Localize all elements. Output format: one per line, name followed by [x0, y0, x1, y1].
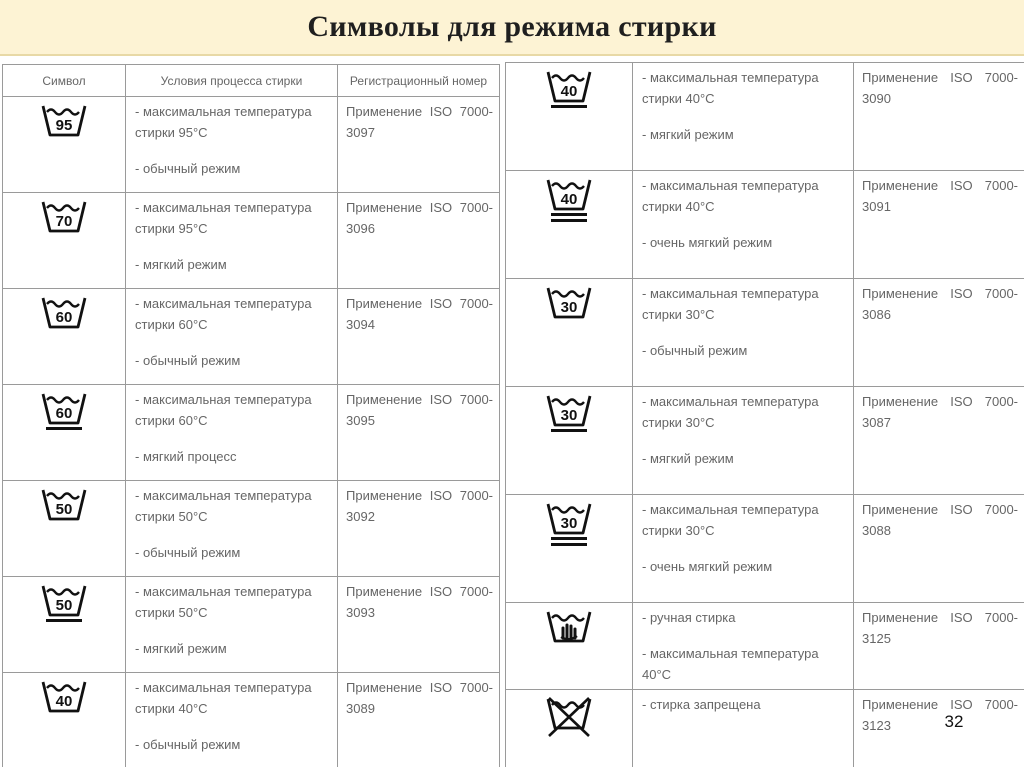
registration-standard: ISO [950, 286, 973, 301]
registration-code: 7000- [984, 502, 1018, 517]
registration-standard: ISO [950, 502, 973, 517]
svg-text:60: 60 [55, 405, 73, 422]
wash-40-very-gentle-icon [506, 177, 632, 223]
wash-95-icon [3, 103, 125, 149]
condition-line: - максимальная температура стирки 30°С [642, 286, 819, 322]
conditions-cell [633, 63, 854, 171]
condition-mode: - мягкий процесс [135, 449, 237, 464]
wash-70-icon [3, 199, 125, 245]
registration-word: Применение [862, 502, 939, 517]
registration-number: 3089 [346, 701, 375, 716]
registration-cell [854, 387, 1024, 495]
registration-code: 7000- [984, 610, 1018, 625]
registration-number: 3094 [346, 317, 375, 332]
condition-mode: - обычный режим [642, 343, 748, 358]
registration-word: Применение [346, 104, 423, 119]
registration-standard: ISO [429, 680, 453, 695]
condition-line: - максимальная температура стирки 95°С [135, 104, 312, 140]
wash-30-gentle-icon [506, 393, 632, 439]
condition-mode: - мягкий режим [135, 641, 227, 656]
registration-word: Применение [862, 286, 939, 301]
wash-40-gentle-icon [506, 69, 632, 115]
registration-word: Применение [346, 392, 423, 407]
registration-cell [338, 193, 500, 289]
registration-cell [338, 481, 500, 577]
registration-code: 7000- [984, 286, 1018, 301]
condition-line: - максимальная температура стирки 40°С [642, 178, 819, 214]
wash-60-icon [3, 295, 125, 341]
registration-standard: ISO [950, 610, 973, 625]
registration-word: Применение [862, 394, 939, 409]
column-header-registration: Регистрационный номер [338, 65, 500, 97]
svg-text:40: 40 [560, 191, 578, 208]
registration-word: Применение [346, 296, 423, 311]
symbol-cell [506, 690, 633, 767]
table-row [506, 495, 1024, 603]
svg-text:95: 95 [55, 117, 73, 134]
condition-line: - максимальная температура стирки 50°С [135, 488, 312, 524]
svg-text:50: 50 [55, 501, 73, 518]
wash-50-gentle-icon [3, 583, 125, 629]
table-row [3, 481, 500, 577]
registration-code: 7000- [459, 584, 493, 599]
registration-standard: ISO [950, 178, 973, 193]
condition-mode: - обычный режим [135, 353, 241, 368]
condition-mode: - мягкий режим [642, 127, 734, 142]
registration-code: 7000- [984, 697, 1018, 712]
svg-text:30: 30 [560, 299, 578, 316]
symbol-cell [3, 577, 126, 673]
registration-cell [854, 171, 1024, 279]
svg-text:70: 70 [55, 213, 73, 230]
symbol-cell [506, 63, 633, 171]
condition-line: - максимальная температура стирки 60°С [135, 296, 312, 332]
registration-standard: ISO [950, 70, 973, 85]
registration-code: 7000- [459, 488, 493, 503]
svg-text:50: 50 [55, 597, 73, 614]
condition-mode: - очень мягкий режим [642, 235, 773, 250]
page-number: 32 [944, 712, 964, 731]
registration-standard: ISO [950, 697, 973, 712]
condition-mode: - обычный режим [135, 737, 241, 752]
registration-word: Применение [862, 70, 939, 85]
registration-word: Применение [346, 680, 423, 695]
condition-mode: - очень мягкий режим [642, 559, 773, 574]
registration-cell [338, 673, 500, 767]
registration-standard: ISO [429, 296, 453, 311]
registration-cell [338, 289, 500, 385]
condition-mode: - максимальная температура 40°С [642, 646, 819, 682]
page-title: Символы для режима стирки [307, 10, 717, 43]
table-row [3, 289, 500, 385]
registration-cell [338, 385, 500, 481]
registration-word: Применение [862, 697, 939, 712]
wash-60-gentle-icon [3, 391, 125, 437]
wash-40-icon [3, 679, 125, 725]
symbol-cell [3, 289, 126, 385]
svg-text:40: 40 [55, 693, 73, 710]
symbol-cell [506, 171, 633, 279]
table-row [506, 171, 1024, 279]
registration-number: 3125 [862, 631, 891, 646]
registration-standard: ISO [429, 104, 453, 119]
wash-30-icon [506, 285, 632, 331]
svg-text:30: 30 [560, 407, 578, 424]
conditions-cell [126, 289, 338, 385]
table-row [3, 97, 500, 193]
symbol-cell [506, 603, 633, 690]
table-row [3, 673, 500, 767]
symbol-cell [3, 481, 126, 577]
registration-number: 3092 [346, 509, 375, 524]
symbol-cell [3, 193, 126, 289]
table-row [506, 63, 1024, 171]
symbol-cell [506, 495, 633, 603]
conditions-cell [126, 673, 338, 767]
registration-cell [338, 577, 500, 673]
registration-number: 3095 [346, 413, 375, 428]
registration-code: 7000- [459, 392, 493, 407]
title-bar [0, 0, 1024, 56]
conditions-cell [633, 495, 854, 603]
wash-50-icon [3, 487, 125, 533]
registration-cell [854, 495, 1024, 603]
symbol-cell [506, 387, 633, 495]
registration-number: 3097 [346, 125, 375, 140]
registration-standard: ISO [429, 584, 453, 599]
svg-text:30: 30 [560, 515, 578, 532]
registration-standard: ISO [950, 394, 973, 409]
condition-line: - максимальная температура стирки 40°С [135, 680, 312, 716]
registration-standard: ISO [429, 392, 453, 407]
registration-word: Применение [346, 488, 423, 503]
condition-mode: - мягкий режим [135, 257, 227, 272]
column-header-symbol: Символ [3, 65, 126, 97]
conditions-cell [633, 171, 854, 279]
conditions-cell [126, 97, 338, 193]
registration-cell [338, 97, 500, 193]
registration-code: 7000- [459, 296, 493, 311]
table-row [3, 385, 500, 481]
symbol-cell [506, 279, 633, 387]
condition-line: - максимальная температура стирки 60°С [135, 392, 312, 428]
table-row [3, 577, 500, 673]
registration-cell [854, 63, 1024, 171]
condition-line: - максимальная температура стирки 30°С [642, 394, 819, 430]
registration-word: Применение [862, 610, 939, 625]
registration-code: 7000- [459, 680, 493, 695]
registration-word: Применение [346, 584, 423, 599]
conditions-cell [126, 193, 338, 289]
conditions-cell [633, 279, 854, 387]
condition-line: - максимальная температура стирки 40°С [642, 70, 819, 106]
registration-number: 3088 [862, 523, 891, 538]
registration-standard: ISO [429, 200, 453, 215]
svg-text:40: 40 [560, 83, 578, 100]
conditions-cell [633, 603, 854, 690]
registration-code: 7000- [984, 70, 1018, 85]
registration-code: 7000- [459, 200, 493, 215]
registration-number: 3087 [862, 415, 891, 430]
registration-number: 3093 [346, 605, 375, 620]
registration-number: 3086 [862, 307, 891, 322]
condition-mode: - обычный режим [135, 545, 241, 560]
registration-code: 7000- [459, 104, 493, 119]
condition-line: - максимальная температура стирки 30°С [642, 502, 819, 538]
condition-line: - максимальная температура стирки 50°С [135, 584, 312, 620]
table-row [506, 279, 1024, 387]
table-row [506, 387, 1024, 495]
registration-code: 7000- [984, 394, 1018, 409]
registration-cell [854, 279, 1024, 387]
table-row [506, 603, 1024, 690]
registration-code: 7000- [984, 178, 1018, 193]
svg-text:60: 60 [55, 309, 73, 326]
registration-number: 3090 [862, 91, 891, 106]
registration-number: 3123 [862, 718, 891, 733]
hand-wash-icon [506, 609, 632, 655]
registration-number: 3091 [862, 199, 891, 214]
conditions-cell [633, 690, 854, 767]
conditions-cell [126, 385, 338, 481]
do-not-wash-icon [506, 696, 632, 742]
table-row [3, 193, 500, 289]
registration-number: 3096 [346, 221, 375, 236]
registration-word: Применение [346, 200, 423, 215]
left-symbol-table [2, 64, 500, 767]
condition-line: - максимальная температура стирки 95°С [135, 200, 312, 236]
conditions-cell [126, 481, 338, 577]
registration-standard: ISO [429, 488, 453, 503]
symbol-cell [3, 385, 126, 481]
condition-mode: - обычный режим [135, 161, 241, 176]
registration-word: Применение [862, 178, 939, 193]
condition-mode: - мягкий режим [642, 451, 734, 466]
conditions-cell [126, 577, 338, 673]
condition-line: - стирка запрещена [642, 697, 761, 712]
column-header-conditions: Условия процесса стирки [126, 65, 338, 97]
symbol-cell [3, 673, 126, 767]
conditions-cell [633, 387, 854, 495]
registration-cell [854, 603, 1024, 690]
right-symbol-table [505, 62, 1024, 767]
condition-line: - ручная стирка [642, 610, 736, 625]
symbol-cell [3, 97, 126, 193]
wash-30-very-gentle-icon [506, 501, 632, 547]
